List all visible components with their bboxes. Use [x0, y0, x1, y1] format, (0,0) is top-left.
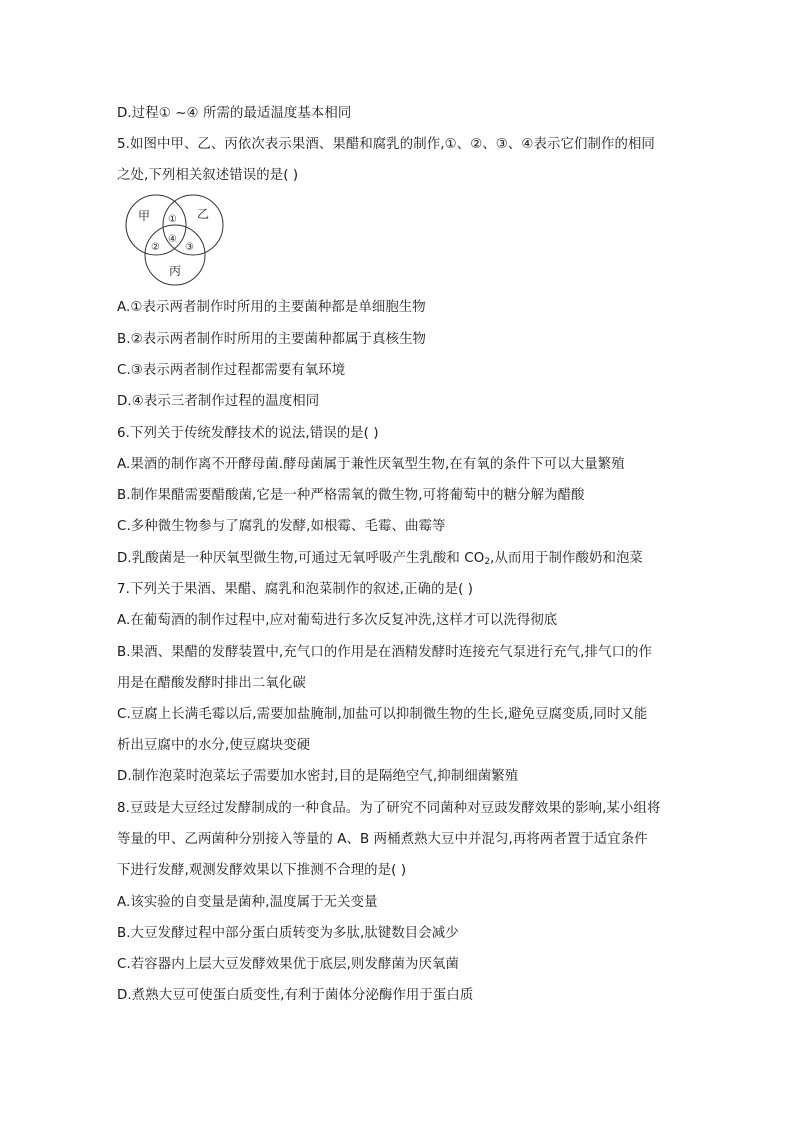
q7-stem: 7.下列关于果酒、果醋、腐乳和泡菜制作的叙述,正确的是( )	[117, 582, 474, 597]
q5-stem-line2: 之处,下列相关叙述错误的是( )	[117, 168, 299, 183]
venn-region-2: ②	[151, 242, 160, 253]
q7-option-d: D.制作泡菜时泡菜坛子需要加水密封,目的是隔绝空气,抑制细菌繁殖	[117, 769, 519, 784]
q8-option-b: B.大豆发酵过程中部分蛋白质转变为多肽,肽键数目会减少	[117, 926, 459, 941]
q4-option-d: D.过程① ~④ 所需的最适温度基本相同	[117, 106, 352, 121]
q7-option-b-line1: B.果酒、果醋的发酵装置中,充气口的作用是在酒精发酵时连接充气泵进行充气,排气口的作	[117, 645, 652, 660]
q5-option-b: B.②表示两者制作时所用的主要菌种都属于真核生物	[117, 332, 427, 347]
q6-option-d: D.乳酸菌是一种厌氧型微生物,可通过无氧呼吸产生乳酸和 $CO_2$,从而用于制作酸奶和泡菜	[117, 551, 643, 567]
q8-option-d: D.煮熟大豆可使蛋白质变性,有利于菌体分泌酶作用于蛋白质	[117, 988, 474, 1003]
venn-region-3: ③	[185, 242, 194, 253]
q8-option-c: C.若容器内上层大豆发酵效果优于底层,则发酵菌为厌氧菌	[117, 957, 459, 972]
q8-option-a: A.该实验的自变量是菌种,温度属于无关变量	[117, 895, 378, 910]
q6-stem: 6.下列关于传统发酵技术的说法,错误的是( )	[117, 426, 379, 441]
q8-stem-line2: 等量的甲、乙两菌种分别接入等量的 A、B 两桶煮熟大豆中并混匀,再将两者置于适宜条件	[117, 832, 648, 847]
venn-label-bing: 丙	[169, 264, 182, 278]
venn-label-jia: 甲	[138, 209, 151, 223]
q8-stem-line1: 8.豆豉是大豆经过发酵制成的一种食品。为了研究不同菌种对豆豉发酵效果的影响,某小组将	[117, 801, 661, 816]
q6-option-a: A.果酒的制作离不开酵母菌.酵母菌属于兼性厌氧型生物,在有氧的条件下可以大量繁殖	[117, 457, 625, 472]
q7-option-c-line1: C.豆腐上长满毛霉以后,需要加盐腌制,加盐可以抑制微生物的生长,避免豆腐变质,同时又能	[117, 707, 648, 722]
venn-label-yi: 乙	[197, 207, 210, 221]
q7-option-a: A.在葡萄酒的制作过程中,应对葡萄进行多次反复冲洗,这样才可以洗得彻底	[117, 613, 558, 628]
venn-diagram	[120, 192, 230, 292]
q8-stem-line3: 下进行发酵,观测发酵效果以下推测不合理的是( )	[117, 863, 407, 878]
q7-option-c-line2: 析出豆腐中的水分,使豆腐块变硬	[117, 738, 311, 753]
q6-option-c: C.多种微生物参与了腐乳的发酵,如根霉、毛霉、曲霉等	[117, 519, 446, 534]
q5-stem-line1: 5.如图中甲、乙、丙依次表示果酒、果醋和腐乳的制作,①、②、③、④表示它们制作的相同	[117, 137, 655, 152]
q5-option-d: D.④表示三者制作过程的温度相同	[117, 394, 320, 409]
q5-option-a: A.①表示两者制作时所用的主要菌种都是单细胞生物	[117, 300, 426, 315]
venn-region-1: ①	[168, 214, 177, 225]
venn-region-4: ④	[168, 234, 177, 245]
q5-option-c: C.③表示两者制作过程都需要有氧环境	[117, 363, 346, 378]
q6-option-b: B.制作果醋需要醋酸菌,它是一种严格需氧的微生物,可将葡萄中的糖分解为醋酸	[117, 488, 585, 503]
q7-option-b-line2: 用是在醋酸发酵时排出二氧化碳	[117, 676, 306, 691]
